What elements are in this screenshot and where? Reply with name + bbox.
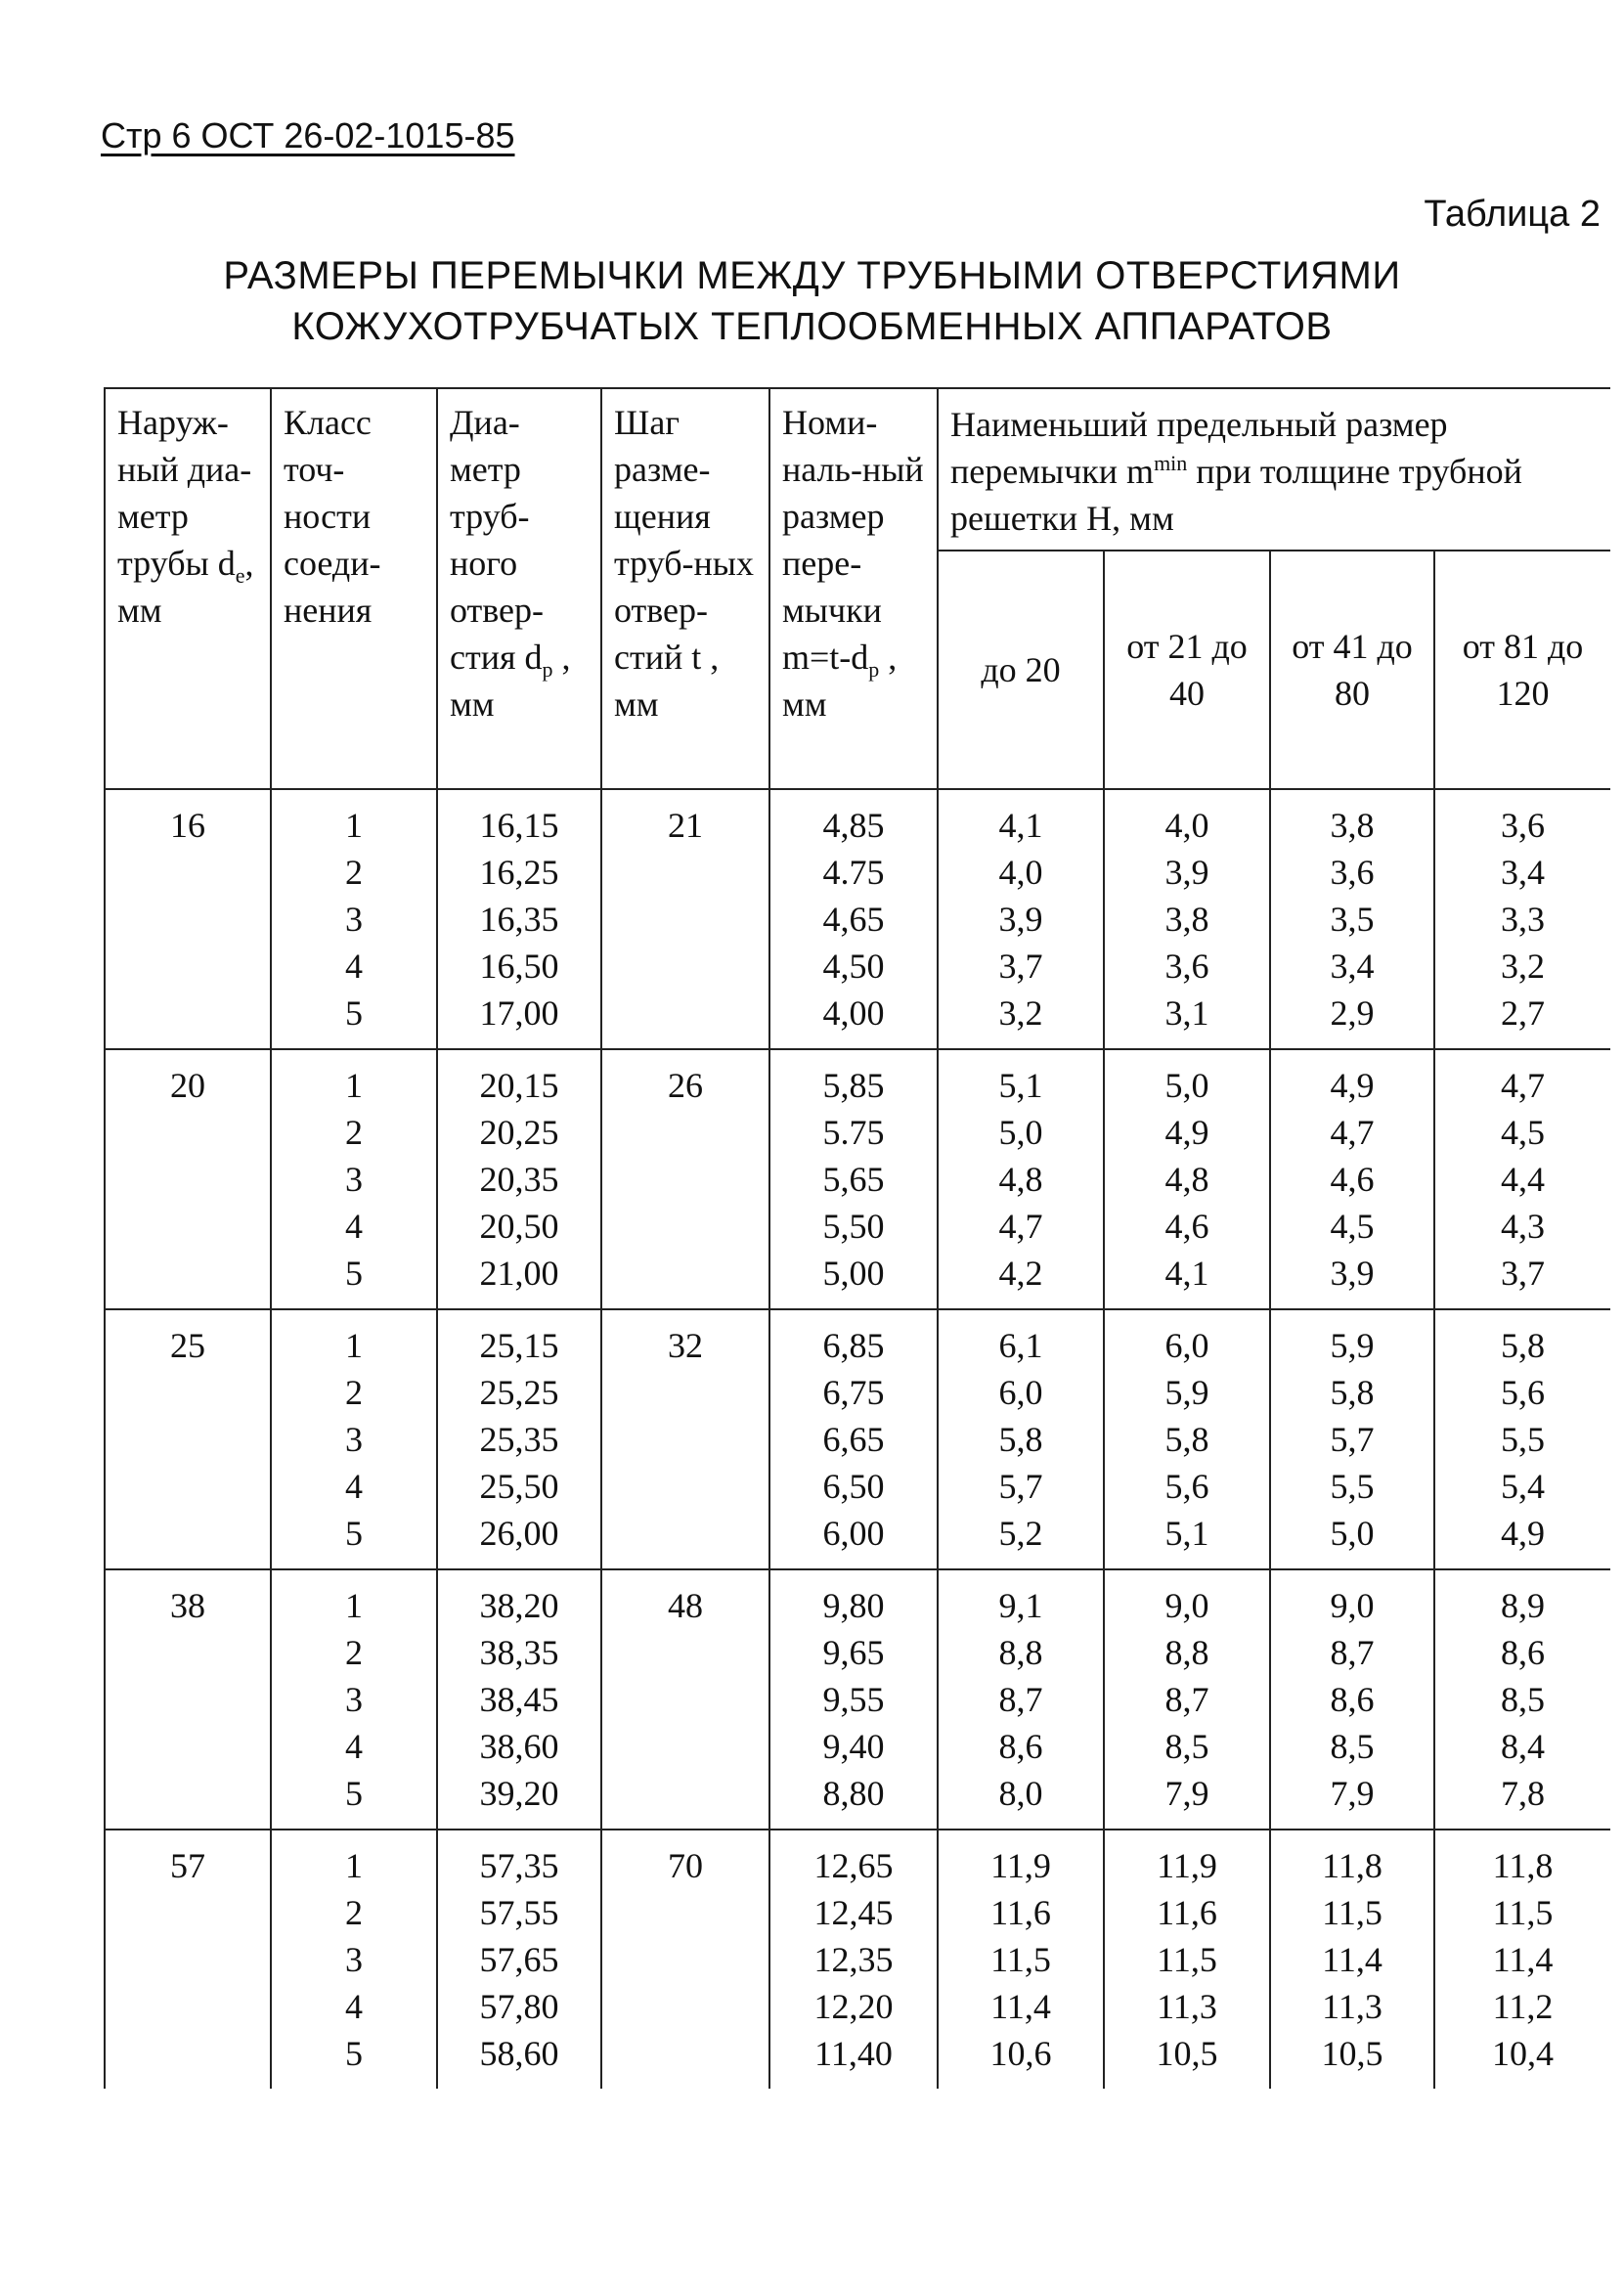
min-size-cell-value: 11,4	[1492, 1940, 1554, 1979]
hole-diameter-cell-value: 16,25	[479, 853, 559, 892]
min-size-cell	[1434, 1569, 1610, 1830]
nominal-size-cell-value: 5,85	[822, 1066, 885, 1105]
min-size-cell-value: 3,5	[1330, 900, 1375, 939]
accuracy-class-cell	[271, 1830, 437, 2089]
table-body	[105, 789, 1610, 2089]
accuracy-class-cell-value: 2	[345, 1373, 363, 1412]
accuracy-class-cell-value: 4	[345, 947, 363, 986]
accuracy-class-cell-value: 4	[345, 1207, 363, 1246]
min-size-cell-value: 5,6	[1501, 1373, 1546, 1412]
nominal-size-cell	[769, 789, 938, 1049]
accuracy-class-cell-value: 2	[345, 853, 363, 892]
hole-diameter-cell-value: 25,50	[479, 1467, 559, 1506]
min-size-cell	[1104, 1049, 1270, 1309]
min-size-cell-value: 5,8	[1330, 1373, 1375, 1412]
header-accuracy-class: Класс точ-ности соеди-нения	[271, 388, 437, 789]
nominal-size-cell-value: 6,85	[822, 1326, 885, 1365]
accuracy-class-cell-value: 1	[345, 1846, 363, 1885]
min-size-cell-value: 4,1	[998, 806, 1043, 845]
nominal-size-cell	[769, 1569, 938, 1830]
table-number: Таблица 2	[1424, 194, 1601, 235]
min-size-cell-value: 8,5	[1330, 1727, 1375, 1766]
min-size-cell-value: 5,7	[998, 1467, 1043, 1506]
nominal-size-cell-value: 6,50	[822, 1467, 885, 1506]
outer-diameter-cell-value: 38	[170, 1586, 205, 1625]
min-size-cell-value: 4,5	[1501, 1113, 1546, 1152]
hole-diameter-cell-value: 39,20	[479, 1774, 559, 1813]
outer-diameter-cell	[105, 789, 271, 1049]
table-row	[105, 789, 1610, 1049]
pitch-cell-value: 32	[668, 1326, 703, 1365]
accuracy-class-cell	[271, 1309, 437, 1569]
nominal-size-cell-value: 9,80	[822, 1586, 885, 1625]
table-row	[105, 1309, 1610, 1569]
min-size-cell-value: 8,9	[1501, 1586, 1546, 1625]
min-size-cell-value: 5,4	[1501, 1467, 1546, 1506]
hole-diameter-cell-value: 57,55	[479, 1893, 559, 1932]
min-size-cell-value: 3,2	[1501, 947, 1546, 986]
min-size-cell-value: 5,6	[1164, 1467, 1209, 1506]
min-size-cell-value: 9,1	[998, 1586, 1043, 1625]
min-size-cell-value: 5,2	[998, 1514, 1043, 1553]
nominal-size-cell-value: 6,00	[822, 1514, 885, 1553]
min-size-cell-value: 4,3	[1501, 1207, 1546, 1246]
outer-diameter-cell	[105, 1309, 271, 1569]
table-row	[105, 1049, 1610, 1309]
hole-diameter-cell-value: 38,60	[479, 1727, 559, 1766]
min-size-cell-value: 5,7	[1330, 1420, 1375, 1459]
nominal-size-cell-value: 4,65	[822, 900, 885, 939]
min-size-cell-value: 5,0	[1164, 1066, 1209, 1105]
hole-diameter-cell-value: 25,15	[479, 1326, 559, 1365]
min-size-cell-value: 4,8	[998, 1160, 1043, 1199]
min-size-cell-value: 11,5	[1322, 1893, 1383, 1932]
nominal-size-cell-value: 5.75	[822, 1113, 885, 1152]
nominal-size-cell-value: 12,45	[813, 1893, 894, 1932]
nominal-size-cell-value: 5,00	[822, 1254, 885, 1293]
min-size-cell	[938, 1049, 1104, 1309]
min-size-cell-value: 3,4	[1501, 853, 1546, 892]
table-row	[105, 1830, 1610, 2089]
nominal-size-cell-value: 4,50	[822, 947, 885, 986]
min-size-cell-value: 7,9	[1330, 1774, 1375, 1813]
min-size-cell-value: 5,5	[1501, 1420, 1546, 1459]
hole-diameter-cell-value: 20,35	[479, 1160, 559, 1199]
hole-diameter-cell-value: 57,80	[479, 1987, 559, 2026]
min-size-cell-value: 8,4	[1501, 1727, 1546, 1766]
accuracy-class-cell-value: 5	[345, 2034, 363, 2073]
hole-diameter-cell-value: 17,00	[479, 993, 559, 1033]
pitch-cell	[601, 1309, 769, 1569]
min-size-cell-value: 5,0	[998, 1113, 1043, 1152]
min-size-cell-value: 11,8	[1492, 1846, 1554, 1885]
min-size-cell-value: 10,5	[1156, 2034, 1218, 2073]
nominal-size-cell-value: 9,40	[822, 1727, 885, 1766]
min-size-cell	[1270, 1049, 1434, 1309]
min-size-cell-value: 4,9	[1501, 1514, 1546, 1553]
min-size-cell-value: 3,1	[1164, 993, 1209, 1033]
min-size-cell-value: 3,7	[998, 947, 1043, 986]
min-size-cell-value: 6,0	[1164, 1326, 1209, 1365]
nominal-size-cell-value: 8,80	[822, 1774, 885, 1813]
hole-diameter-cell-value: 57,35	[479, 1846, 559, 1885]
min-size-cell-value: 5,8	[1164, 1420, 1209, 1459]
hole-diameter-cell	[437, 1049, 601, 1309]
min-size-cell-value: 7,9	[1164, 1774, 1209, 1813]
min-size-cell-value: 4,6	[1330, 1160, 1375, 1199]
min-size-cell-value: 11,2	[1492, 1987, 1554, 2026]
min-size-cell-value: 8,7	[1330, 1633, 1375, 1672]
min-size-cell	[938, 1830, 1104, 2089]
accuracy-class-cell-value: 1	[345, 1066, 363, 1105]
table-header	[105, 388, 1610, 789]
min-size-cell-value: 11,3	[1322, 1987, 1383, 2026]
min-size-cell-value: 11,6	[1157, 1893, 1217, 1932]
min-size-cell-value: 3,6	[1501, 806, 1546, 845]
min-size-cell-value: 5,8	[1501, 1326, 1546, 1365]
pitch-cell-value: 48	[668, 1586, 703, 1625]
min-size-cell-value: 8,6	[1501, 1633, 1546, 1672]
min-size-cell-value: 9,0	[1164, 1586, 1209, 1625]
min-size-cell-value: 11,9	[1157, 1846, 1217, 1885]
header-h-range: от 21 до 40	[1104, 551, 1270, 789]
min-size-cell-value: 11,5	[1492, 1893, 1554, 1932]
min-size-cell-value: 4,7	[998, 1207, 1043, 1246]
outer-diameter-cell-value: 20	[170, 1066, 205, 1105]
nominal-size-cell-value: 12,35	[813, 1940, 894, 1979]
page-reference: Стр 6 ОСТ 26-02-1015-85	[101, 115, 515, 155]
min-size-cell-value: 3,9	[1164, 853, 1209, 892]
min-size-cell	[1434, 1830, 1610, 2089]
min-size-cell-value: 8,6	[1330, 1680, 1375, 1719]
outer-diameter-cell	[105, 1830, 271, 2089]
min-size-cell-value: 8,5	[1164, 1727, 1209, 1766]
accuracy-class-cell-value: 3	[345, 1940, 363, 1979]
min-size-cell-value: 4,2	[998, 1254, 1043, 1293]
min-size-cell-value: 5,1	[1164, 1514, 1209, 1553]
min-size-cell-value: 5,5	[1330, 1467, 1375, 1506]
outer-diameter-cell	[105, 1049, 271, 1309]
min-size-cell	[938, 1309, 1104, 1569]
min-size-cell	[1270, 1830, 1434, 2089]
hole-diameter-cell	[437, 1569, 601, 1830]
min-size-cell-value: 4,4	[1501, 1160, 1546, 1199]
hole-diameter-cell-value: 57,65	[479, 1940, 559, 1979]
min-size-cell	[1434, 1309, 1610, 1569]
table-title-line-2: КОЖУХОТРУБЧАТЫХ ТЕПЛООБМЕННЫХ АППАРАТОВ	[291, 305, 1333, 348]
min-size-cell	[1270, 1569, 1434, 1830]
min-size-cell-value: 11,4	[990, 1987, 1051, 2026]
min-size-cell-value: 10,6	[989, 2034, 1052, 2073]
hole-diameter-cell-value: 21,00	[479, 1254, 559, 1293]
hole-diameter-cell-value: 38,45	[479, 1680, 559, 1719]
hole-diameter-cell-value: 20,25	[479, 1113, 559, 1152]
accuracy-class-cell	[271, 789, 437, 1049]
min-size-cell-value: 2,7	[1501, 993, 1546, 1033]
min-size-cell-value: 3,6	[1330, 853, 1375, 892]
min-size-cell-value: 7,8	[1501, 1774, 1546, 1813]
min-size-cell-value: 6,0	[998, 1373, 1043, 1412]
accuracy-class-cell-value: 4	[345, 1727, 363, 1766]
nominal-size-cell-value: 4,85	[822, 806, 885, 845]
min-size-cell-value: 5,0	[1330, 1514, 1375, 1553]
hole-diameter-cell	[437, 1309, 601, 1569]
accuracy-class-cell-value: 2	[345, 1893, 363, 1932]
pitch-cell	[601, 1830, 769, 2089]
min-size-cell	[938, 1569, 1104, 1830]
pitch-cell-value: 70	[668, 1846, 703, 1885]
min-size-cell-value: 3,8	[1164, 900, 1209, 939]
outer-diameter-cell-value: 16	[170, 806, 205, 845]
header-outer-diameter: Наруж-ный диа-метр трубы $d_е$, мм	[105, 388, 271, 789]
min-size-cell	[1104, 1569, 1270, 1830]
min-size-cell-value: 11,6	[990, 1893, 1051, 1932]
hole-diameter-cell-value: 20,50	[479, 1207, 559, 1246]
min-size-cell-value: 3,3	[1501, 900, 1546, 939]
min-size-cell	[1270, 789, 1434, 1049]
hole-diameter-cell-value: 25,25	[479, 1373, 559, 1412]
min-size-cell-value: 9,0	[1330, 1586, 1375, 1625]
hole-diameter-cell-value: 16,15	[479, 806, 559, 845]
min-size-cell	[1104, 789, 1270, 1049]
min-size-cell-value: 11,5	[1157, 1940, 1217, 1979]
nominal-size-cell-value: 9,65	[822, 1633, 885, 1672]
accuracy-class-cell-value: 5	[345, 1254, 363, 1293]
min-size-cell-value: 8,0	[998, 1774, 1043, 1813]
nominal-size-cell	[769, 1309, 938, 1569]
accuracy-class-cell-value: 4	[345, 1467, 363, 1506]
accuracy-class-cell-value: 1	[345, 1586, 363, 1625]
min-size-cell-value: 10,5	[1321, 2034, 1383, 2073]
min-size-cell	[1270, 1309, 1434, 1569]
accuracy-class-cell-value: 2	[345, 1633, 363, 1672]
nominal-size-cell-value: 9,55	[822, 1680, 885, 1719]
header-h-range: от 41 до 80	[1270, 551, 1434, 789]
min-size-cell-value: 4,9	[1330, 1066, 1375, 1105]
hole-diameter-cell-value: 25,35	[479, 1420, 559, 1459]
min-size-cell-value: 8,6	[998, 1727, 1043, 1766]
hole-diameter-cell-value: 16,50	[479, 947, 559, 986]
pitch-cell	[601, 1049, 769, 1309]
min-size-cell-value: 11,8	[1322, 1846, 1383, 1885]
outer-diameter-cell	[105, 1569, 271, 1830]
accuracy-class-cell-value: 3	[345, 1420, 363, 1459]
min-size-cell-value: 3,6	[1164, 947, 1209, 986]
min-size-cell-value: 3,2	[998, 993, 1043, 1033]
min-size-cell-value: 6,1	[998, 1326, 1043, 1365]
accuracy-class-cell	[271, 1049, 437, 1309]
min-size-cell-value: 8,5	[1501, 1680, 1546, 1719]
hole-diameter-cell-value: 58,60	[479, 2034, 559, 2073]
accuracy-class-cell-value: 5	[345, 993, 363, 1033]
hole-diameter-cell-value: 38,20	[479, 1586, 559, 1625]
pitch-cell	[601, 789, 769, 1049]
min-size-cell-value: 4,7	[1330, 1113, 1375, 1152]
nominal-size-cell-value: 6,75	[822, 1373, 885, 1412]
accuracy-class-cell-value: 1	[345, 806, 363, 845]
min-size-cell	[1434, 1049, 1610, 1309]
accuracy-class-cell-value: 2	[345, 1113, 363, 1152]
nominal-size-cell-value: 5,50	[822, 1207, 885, 1246]
min-size-cell-value: 11,5	[990, 1940, 1051, 1979]
table-title-line-1: РАЗМЕРЫ ПЕРЕМЫЧКИ МЕЖДУ ТРУБНЫМИ ОТВЕРСТИЯМИ	[223, 254, 1401, 297]
min-size-cell-value: 4,1	[1164, 1254, 1209, 1293]
min-size-cell-value: 11,9	[990, 1846, 1051, 1885]
accuracy-class-cell-value: 3	[345, 1680, 363, 1719]
nominal-size-cell	[769, 1830, 938, 2089]
accuracy-class-cell-value: 5	[345, 1514, 363, 1553]
min-size-cell-value: 5,1	[998, 1066, 1043, 1105]
min-size-cell-value: 3,4	[1330, 947, 1375, 986]
outer-diameter-cell-value: 25	[170, 1326, 205, 1365]
outer-diameter-cell-value: 57	[170, 1846, 205, 1885]
min-size-cell-value: 3,8	[1330, 806, 1375, 845]
hole-diameter-cell-value: 38,35	[479, 1633, 559, 1672]
pitch-cell-value: 26	[668, 1066, 703, 1105]
min-size-cell-value: 2,9	[1330, 993, 1375, 1033]
min-size-cell-value: 4,7	[1501, 1066, 1546, 1105]
min-size-cell	[938, 789, 1104, 1049]
pitch-cell-value: 21	[668, 806, 703, 845]
header-pitch: Шаг разме-щения труб-ных отвер-стий t , мм	[601, 388, 769, 789]
nominal-size-cell-value: 4.75	[822, 853, 885, 892]
accuracy-class-cell-value: 3	[345, 1160, 363, 1199]
hole-diameter-cell	[437, 1830, 601, 2089]
nominal-size-cell-value: 12,65	[813, 1846, 894, 1885]
accuracy-class-cell-value: 4	[345, 1987, 363, 2026]
min-size-cell-value: 4,0	[998, 853, 1043, 892]
min-size-cell-value: 8,7	[998, 1680, 1043, 1719]
min-size-cell-value: 5,9	[1330, 1326, 1375, 1365]
header-h-range: до 20	[938, 551, 1104, 789]
min-size-cell-value: 3,9	[998, 900, 1043, 939]
min-size-cell-value: 8,8	[1164, 1633, 1209, 1672]
header-h-range: от 81 до 120	[1434, 551, 1610, 789]
accuracy-class-cell-value: 1	[345, 1326, 363, 1365]
header-min-size-group: Наименьший предельный размер перемычки $m^{min}$ при толщине трубной решетки Н, мм	[938, 388, 1610, 551]
min-size-cell-value: 5,9	[1164, 1373, 1209, 1412]
nominal-size-cell-value: 11,40	[814, 2034, 893, 2073]
min-size-cell-value: 4,5	[1330, 1207, 1375, 1246]
accuracy-class-cell-value: 5	[345, 1774, 363, 1813]
hole-diameter-cell-value: 16,35	[479, 900, 559, 939]
min-size-cell-value: 4,8	[1164, 1160, 1209, 1199]
table-title	[0, 250, 1624, 352]
accuracy-class-cell	[271, 1569, 437, 1830]
nominal-size-cell	[769, 1049, 938, 1309]
table-row	[105, 1569, 1610, 1830]
min-size-cell-value: 5,8	[998, 1420, 1043, 1459]
hole-diameter-cell-value: 26,00	[479, 1514, 559, 1553]
nominal-size-cell-value: 5,65	[822, 1160, 885, 1199]
nominal-size-cell-value: 6,65	[822, 1420, 885, 1459]
hole-diameter-cell-value: 20,15	[479, 1066, 559, 1105]
min-size-cell-value: 3,7	[1501, 1254, 1546, 1293]
min-size-cell-value: 8,7	[1164, 1680, 1209, 1719]
min-size-cell-value: 4,9	[1164, 1113, 1209, 1152]
min-size-cell	[1104, 1830, 1270, 2089]
min-size-cell-value: 3,9	[1330, 1254, 1375, 1293]
min-size-cell-value: 4,6	[1164, 1207, 1209, 1246]
min-size-cell-value: 11,3	[1157, 1987, 1217, 2026]
pitch-cell	[601, 1569, 769, 1830]
nominal-size-cell-value: 4,00	[822, 993, 885, 1033]
min-size-cell-value: 4,0	[1164, 806, 1209, 845]
min-size-cell-value: 11,4	[1322, 1940, 1383, 1979]
dimensions-table	[104, 387, 1610, 2089]
nominal-size-cell-value: 12,20	[813, 1987, 894, 2026]
min-size-cell-value: 10,4	[1492, 2034, 1555, 2073]
min-size-cell-value: 8,8	[998, 1633, 1043, 1672]
min-size-cell	[1104, 1309, 1270, 1569]
hole-diameter-cell	[437, 789, 601, 1049]
header-hole-diameter: Диа-метр труб-ного отвер-стия $d_р$ , мм	[437, 388, 601, 789]
header-nominal-size: Номи-наль-ный размер пере-мычки $m=t-d_р$ , мм	[769, 388, 938, 789]
min-size-cell	[1434, 789, 1610, 1049]
accuracy-class-cell-value: 3	[345, 900, 363, 939]
